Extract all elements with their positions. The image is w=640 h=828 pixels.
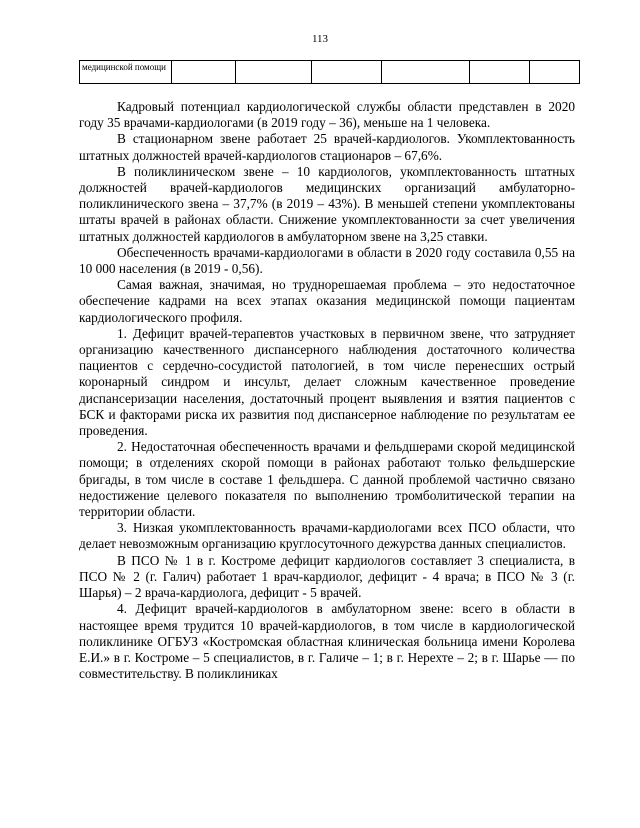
list-item: 4. Дефицит врачей-кардиологов в амбулаторном звене: всего в области в настоящее время трудится 10 врачей-кардиологов, в том числе в кардиологической поликлинике ОГБУЗ «Костромская областная клиническая больница имени Королева Е.И.» в г. Костроме – 5 специалистов, в г. Галиче – 1; в г. Нерехте – 2; в г. Шарье — по совместительству. В поликлиниках: [79, 601, 575, 682]
table-cell: [172, 61, 236, 84]
list-item: 1. Дефицит врачей-терапевтов участковых в первичном звене, что затрудняет организацию качественного диспансерного наблюдения достаточного количества пациентов с сердечно-сосудистой патологией, в том числе перенесших острый коронарный синдром и инсульт, делает сложным качественное проведение диспансеризации населения, достаточный процент выявления и взятия пациентов с БСК и факторами риска их развития под диспансерное наблюдение по результатам ее проведения.: [79, 325, 575, 439]
page-number: 113: [311, 33, 329, 45]
paragraph: Кадровый потенциал кардиологической службы области представлен в 2020 году 35 врачами-кардиологами (в 2019 году – 36), меньше на 1 человека.: [79, 99, 575, 131]
table-cell: [470, 61, 530, 84]
document-body: [79, 99, 575, 682]
list-item: 2. Недостаточная обеспеченность врачами и фельдшерами скорой медицинской помощи; в отделениях скорой помощи в районах работают только фельдшерские бригады, в том числе в составе 1 фельдшера. С данной проблемой частично связано недостижение целевого показателя по выполнению тромболитической терапии на территории области.: [79, 439, 575, 520]
paragraph: В ПСО № 1 в г. Костроме дефицит кардиологов составляет 3 специалиста, в ПСО № 2 (г. Галич) работает 1 врач-кардиолог, дефицит - 4 врача; в ПСО № 3 (г. Шарья) – 2 врача-кардиолога, дефицит - 5 врачей.: [79, 552, 575, 601]
paragraph: В поликлиническом звене – 10 кардиологов, укомплектованность штатных должностей врачей-кардиологов медицинских организаций амбулаторно-поликлинического звена – 37,7% (в 2019 – 43%). В меньшей степени укомплектованы штаты врачей в районах области. Снижение укомплектованности за счет увеличения штатных должностей кардиологов в амбулаторном звене на 3,25 ставки.: [79, 163, 575, 244]
list-item: 3. Низкая укомплектованность врачами-кардиологами всех ПСО области, что делает невозможным организацию круглосуточного дежурства данных специалистов.: [79, 520, 575, 552]
table-row: [80, 61, 580, 84]
table-cell: [382, 61, 470, 84]
table-cell: [236, 61, 312, 84]
table-cell: [530, 61, 580, 84]
paragraph: В стационарном звене работает 25 врачей-кардиологов. Укомплектованность штатных должностей врачей-кардиологов стационаров – 67,6%.: [79, 131, 575, 163]
table-cell-label: медицинской помощи: [80, 61, 172, 84]
paragraph: Обеспеченность врачами-кардиологами в области в 2020 году составила 0,55 на 10 000 населения (в 2019 - 0,56).: [79, 244, 575, 277]
table-fragment: [79, 60, 580, 84]
table-cell: [312, 61, 382, 84]
paragraph: Самая важная, значимая, но труднорешаемая проблема – это недостаточное обеспечение кадрами на всех этапах оказания медицинской помощи пациентам кардиологического профиля.: [79, 277, 575, 325]
